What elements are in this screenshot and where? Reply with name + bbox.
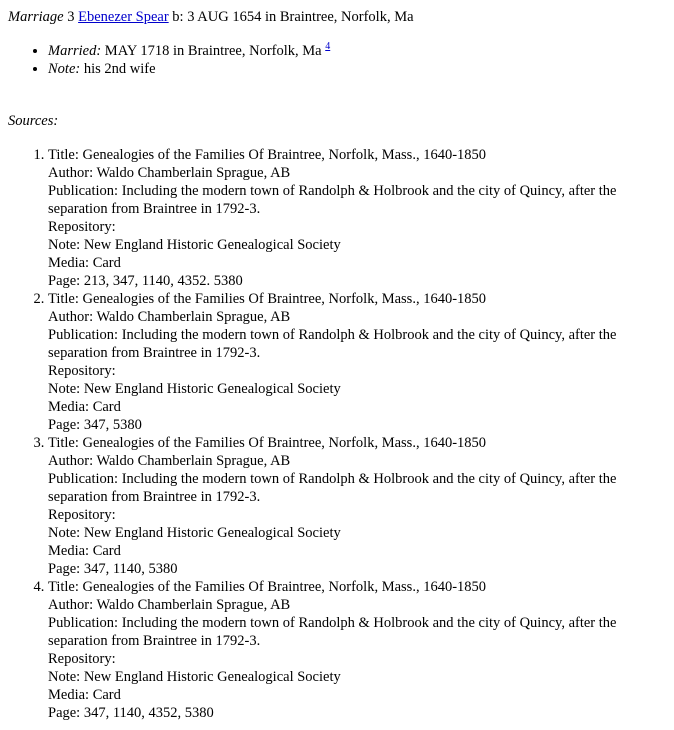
source-note: Note: New England Historic Genealogical Society (48, 381, 341, 397)
source-publication: Publication: Including the modern town of Randolph & Holbrook and the city of Quincy, after the separation from Braintree in 1792-3. (48, 471, 617, 505)
source-author: Author: Waldo Chamberlain Sprague, AB (48, 453, 291, 469)
source-page: Page: 213, 347, 1140, 4352. 5380 (48, 273, 243, 289)
source-ref-link[interactable]: 4 (325, 41, 331, 52)
source-media: Media: Card (48, 255, 121, 271)
source-note: Note: New England Historic Genealogical Society (48, 525, 341, 541)
source-item (48, 290, 674, 434)
source-page: Page: 347, 1140, 4352, 5380 (48, 705, 214, 721)
source-title: 3. Title: Genealogies of the Families Of Braintree, Norfolk, Mass., 1640-1850 (48, 435, 487, 451)
source-author: Author: Waldo Chamberlain Sprague, AB (48, 165, 291, 181)
note-item (48, 60, 674, 78)
source-author: Author: Waldo Chamberlain Sprague, AB (48, 309, 291, 325)
source-note: Note: New England Historic Genealogical Society (48, 237, 341, 253)
source-repository: Repository: (48, 651, 116, 667)
source-title: 4. Title: Genealogies of the Families Of Braintree, Norfolk, Mass., 1640-1850 (48, 579, 487, 595)
source-title: 2. Title: Genealogies of the Families Of Braintree, Norfolk, Mass., 1640-1850 (48, 291, 487, 307)
marriage-details-list (8, 42, 674, 78)
source-media: Media: Card (48, 687, 121, 703)
note-value: his 2nd wife (83, 61, 156, 77)
marriage-line (8, 8, 674, 26)
source-repository: Repository: (48, 219, 116, 235)
sources-list (8, 146, 674, 722)
source-publication: Publication: Including the modern town of Randolph & Holbrook and the city of Quincy, after the separation from Braintree in 1792-3. (48, 615, 617, 649)
marriage-label: Marriage (8, 9, 64, 25)
married-value: MAY 1718 in Braintree, Norfolk, Ma (104, 43, 322, 59)
source-repository: Repository: (48, 507, 116, 523)
source-page: Page: 347, 5380 (48, 417, 142, 433)
spouse-birth-info: b: 3 AUG 1654 in Braintree, Norfolk, Ma (172, 9, 414, 25)
marriage-number: 3 (67, 9, 75, 25)
spouse-link[interactable]: Ebenezer Spear (78, 9, 169, 25)
source-note: Note: New England Historic Genealogical Society (48, 669, 341, 685)
source-publication: Publication: Including the modern town of Randolph & Holbrook and the city of Quincy, after the separation from Braintree in 1792-3. (48, 183, 617, 217)
source-item (48, 146, 674, 290)
source-item (48, 578, 674, 722)
married-key: Married: (48, 43, 102, 59)
note-key: Note: (48, 61, 81, 77)
source-media: Media: Card (48, 399, 121, 415)
source-publication: Publication: Including the modern town of Randolph & Holbrook and the city of Quincy, after the separation from Braintree in 1792-3. (48, 327, 617, 361)
source-item (48, 434, 674, 578)
source-repository: Repository: (48, 363, 116, 379)
source-author: Author: Waldo Chamberlain Sprague, AB (48, 597, 291, 613)
source-media: Media: Card (48, 543, 121, 559)
married-source-ref (325, 41, 330, 52)
sources-heading: Sources: (8, 113, 59, 129)
source-page: Page: 347, 1140, 5380 (48, 561, 178, 577)
married-item (48, 42, 674, 60)
source-title: 1. Title: Genealogies of the Families Of Braintree, Norfolk, Mass., 1640-1850 (48, 147, 487, 163)
